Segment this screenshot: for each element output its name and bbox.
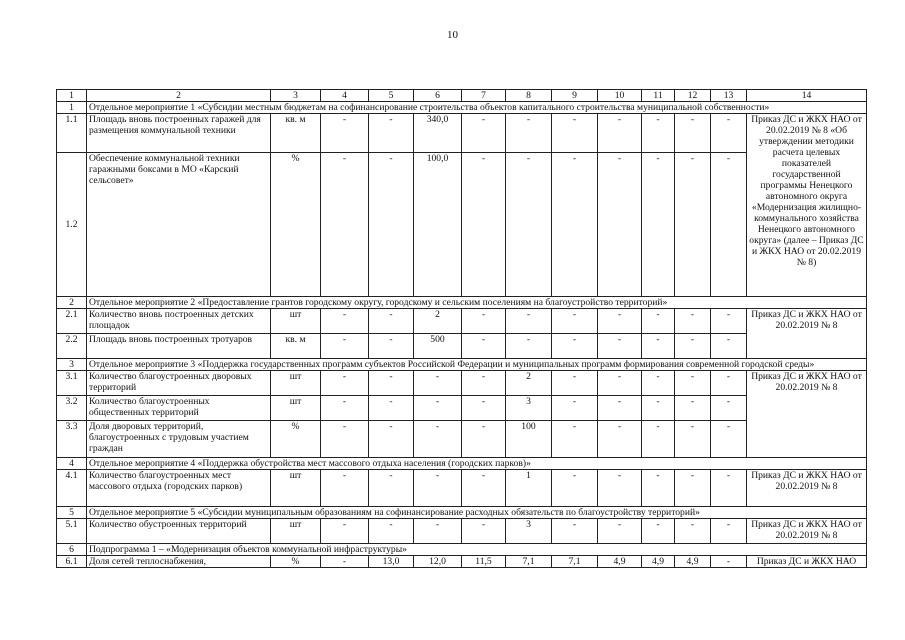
value-cell: - — [711, 309, 747, 334]
value-cell: - — [414, 470, 462, 507]
value-cell: - — [642, 371, 675, 396]
value-cell: - — [642, 396, 675, 421]
value-cell: - — [642, 309, 675, 334]
section-number: 2 — [57, 297, 87, 309]
row-number: 3.2 — [57, 396, 87, 421]
value-cell: - — [321, 371, 369, 396]
value-cell: 4,9 — [675, 556, 711, 568]
value-cell: - — [462, 519, 506, 544]
unit-cell: % — [271, 421, 321, 458]
value-cell: - — [321, 556, 369, 568]
value-cell: - — [369, 396, 414, 421]
value-cell: - — [598, 114, 642, 153]
value-cell: - — [598, 153, 642, 297]
section-number: 4 — [57, 458, 87, 470]
unit-cell: шт — [271, 519, 321, 544]
section-title: Подпрограмма 1 – «Модернизация объектов коммунальной инфраструктуры» — [87, 544, 867, 556]
section-row — [57, 102, 867, 114]
value-cell: - — [321, 153, 369, 297]
unit-cell: шт — [271, 470, 321, 507]
value-cell: 13,0 — [369, 556, 414, 568]
value-cell: - — [675, 309, 711, 334]
header-row — [57, 90, 867, 102]
value-cell: - — [552, 334, 598, 359]
indicator-name: Количество благоустроенных общественных территорий — [87, 396, 271, 421]
row-number: 5.1 — [57, 519, 87, 544]
table-row — [57, 153, 867, 297]
unit-cell: кв. м — [271, 334, 321, 359]
table-row — [57, 309, 867, 334]
value-cell: 1 — [506, 470, 552, 507]
section-number: 3 — [57, 359, 87, 371]
value-cell: - — [462, 153, 506, 297]
header-cell: 13 — [711, 90, 747, 102]
value-cell: - — [321, 519, 369, 544]
value-cell: 3 — [506, 519, 552, 544]
value-cell: - — [414, 421, 462, 458]
table-row — [57, 421, 867, 458]
indicators-table — [56, 89, 867, 568]
section-title: Отдельное мероприятие 5 «Субсидии муниципальным образованиям на софинансирование расходных обязательств по благоустройству территорий» — [87, 507, 867, 519]
page-number: 10 — [447, 29, 458, 41]
value-cell: - — [675, 153, 711, 297]
indicator-name: Количество благоустроенных мест массового отдыха (городских парков) — [87, 470, 271, 507]
value-cell: - — [711, 396, 747, 421]
value-cell: - — [675, 396, 711, 421]
section-row — [57, 297, 867, 309]
source-cell: Приказ ДС и ЖКХ НАО от 20.02.2019 № 8 — [747, 309, 867, 359]
unit-cell: шт — [271, 309, 321, 334]
value-cell: 340,0 — [414, 114, 462, 153]
value-cell: - — [675, 470, 711, 507]
value-cell: - — [711, 421, 747, 458]
value-cell: - — [369, 371, 414, 396]
indicator-name: Количество благоустроенных дворовых территорий — [87, 371, 271, 396]
value-cell: - — [598, 470, 642, 507]
value-cell: 7,1 — [552, 556, 598, 568]
unit-cell: шт — [271, 396, 321, 421]
source-cell: Приказ ДС и ЖКХ НАО от 20.02.2019 № 8 — [747, 519, 867, 544]
value-cell: 100,0 — [414, 153, 462, 297]
header-cell: 12 — [675, 90, 711, 102]
header-cell: 3 — [271, 90, 321, 102]
header-cell: 7 — [462, 90, 506, 102]
unit-cell: шт — [271, 371, 321, 396]
header-cell: 6 — [414, 90, 462, 102]
row-number: 3.3 — [57, 421, 87, 458]
section-title: Отдельное мероприятие 2 «Предоставление грантов городскому округу, городскому и сельским поселениям на благоустройство территорий» — [87, 297, 867, 309]
value-cell: - — [552, 519, 598, 544]
unit-cell: кв. м — [271, 114, 321, 153]
value-cell: - — [506, 153, 552, 297]
value-cell: - — [321, 114, 369, 153]
unit-cell: % — [271, 153, 321, 297]
header-cell: 8 — [506, 90, 552, 102]
value-cell: - — [598, 396, 642, 421]
value-cell: - — [642, 519, 675, 544]
value-cell: - — [462, 396, 506, 421]
section-number: 5 — [57, 507, 87, 519]
value-cell: - — [414, 396, 462, 421]
source-cell: Приказ ДС и ЖКХ НАО от 20.02.2019 № 8 «Об утверждении методики расчета целевых показателей государственной программы Ненецкого автономного округа «Модернизация жилищно-коммунального хозяйства Ненецкого автономного округа» (далее – Приказ ДС и ЖКХ НАО от 20.02.2019 № 8) — [747, 114, 867, 297]
value-cell: - — [675, 519, 711, 544]
value-cell: - — [711, 519, 747, 544]
section-row — [57, 359, 867, 371]
value-cell: - — [642, 114, 675, 153]
value-cell: - — [552, 396, 598, 421]
section-row — [57, 544, 867, 556]
value-cell: - — [321, 334, 369, 359]
row-number: 4.1 — [57, 470, 87, 507]
header-cell: 4 — [321, 90, 369, 102]
value-cell: - — [598, 519, 642, 544]
table-row — [57, 396, 867, 421]
value-cell: 11,5 — [462, 556, 506, 568]
indicator-name: Обеспечение коммунальной техники гаражными боксами в МО «Карский сельсовет» — [87, 153, 271, 297]
value-cell: - — [462, 334, 506, 359]
value-cell: - — [462, 309, 506, 334]
row-number: 1.2 — [57, 153, 87, 297]
unit-cell: % — [271, 556, 321, 568]
value-cell: - — [414, 371, 462, 396]
row-number: 1.1 — [57, 114, 87, 153]
value-cell: - — [552, 153, 598, 297]
value-cell: - — [462, 114, 506, 153]
section-row — [57, 507, 867, 519]
section-row — [57, 458, 867, 470]
source-cell: Приказ ДС и ЖКХ НАО от 20.02.2019 № 8 — [747, 371, 867, 458]
indicator-name: Площадь вновь построенных тротуаров — [87, 334, 271, 359]
section-number: 6 — [57, 544, 87, 556]
indicator-name: Количество вновь построенных детских площадок — [87, 309, 271, 334]
value-cell: - — [321, 470, 369, 507]
header-cell: 5 — [369, 90, 414, 102]
value-cell: 2 — [414, 309, 462, 334]
row-number: 2.1 — [57, 309, 87, 334]
value-cell: - — [552, 371, 598, 396]
value-cell: - — [642, 153, 675, 297]
value-cell: - — [321, 396, 369, 421]
value-cell: - — [552, 470, 598, 507]
value-cell: - — [711, 556, 747, 568]
row-number: 3.1 — [57, 371, 87, 396]
value-cell: 7,1 — [506, 556, 552, 568]
table-row — [57, 334, 867, 359]
value-cell: 12,0 — [414, 556, 462, 568]
indicator-name: Количество обустроенных территорий — [87, 519, 271, 544]
value-cell: - — [711, 470, 747, 507]
value-cell: - — [369, 470, 414, 507]
header-cell: 14 — [747, 90, 867, 102]
value-cell: - — [506, 334, 552, 359]
value-cell: - — [711, 334, 747, 359]
indicator-name: Площадь вновь построенных гаражей для размещения коммунальной техники — [87, 114, 271, 153]
value-cell: - — [369, 153, 414, 297]
value-cell: - — [711, 371, 747, 396]
value-cell: - — [642, 470, 675, 507]
section-number: 1 — [57, 102, 87, 114]
value-cell: - — [598, 309, 642, 334]
value-cell: - — [369, 519, 414, 544]
header-cell: 10 — [598, 90, 642, 102]
value-cell: - — [642, 421, 675, 458]
value-cell: - — [711, 153, 747, 297]
table-row — [57, 371, 867, 396]
source-cell: Приказ ДС и ЖКХ НАО от 20.02.2019 № 8 — [747, 470, 867, 507]
row-number: 2.2 — [57, 334, 87, 359]
value-cell: - — [598, 421, 642, 458]
header-cell: 11 — [642, 90, 675, 102]
table-row — [57, 556, 867, 568]
value-cell: 4,9 — [642, 556, 675, 568]
value-cell: - — [711, 114, 747, 153]
header-cell: 1 — [57, 90, 87, 102]
value-cell: - — [552, 114, 598, 153]
value-cell: - — [506, 309, 552, 334]
value-cell: 2 — [506, 371, 552, 396]
value-cell: 100 — [506, 421, 552, 458]
indicator-name: Доля дворовых территорий, благоустроенных с трудовым участием граждан — [87, 421, 271, 458]
value-cell: - — [462, 371, 506, 396]
value-cell: - — [675, 334, 711, 359]
value-cell: - — [369, 421, 414, 458]
value-cell: - — [642, 334, 675, 359]
value-cell: - — [675, 114, 711, 153]
value-cell: - — [414, 519, 462, 544]
value-cell: - — [675, 421, 711, 458]
source-cell: Приказ ДС и ЖКХ НАО — [747, 556, 867, 568]
value-cell: 3 — [506, 396, 552, 421]
value-cell: - — [321, 421, 369, 458]
value-cell: - — [675, 371, 711, 396]
value-cell: 500 — [414, 334, 462, 359]
indicator-name: Доля сетей теплоснабжения, — [87, 556, 271, 568]
table-row — [57, 519, 867, 544]
section-title: Отдельное мероприятие 1 «Субсидии местным бюджетам на софинансирование строительства объектов капитального строительства муниципальной собственности» — [87, 102, 867, 114]
value-cell: - — [552, 309, 598, 334]
value-cell: - — [369, 334, 414, 359]
header-cell: 2 — [87, 90, 271, 102]
section-title: Отдельное мероприятие 4 «Поддержка обустройства мест массового отдыха населения (городских парков)» — [87, 458, 867, 470]
value-cell: - — [321, 309, 369, 334]
row-number: 6.1 — [57, 556, 87, 568]
value-cell: - — [598, 334, 642, 359]
header-cell: 9 — [552, 90, 598, 102]
value-cell: - — [598, 371, 642, 396]
value-cell: - — [462, 421, 506, 458]
value-cell: - — [369, 114, 414, 153]
value-cell: - — [462, 470, 506, 507]
value-cell: 4,9 — [598, 556, 642, 568]
section-title: Отдельное мероприятие 3 «Поддержка государственных программ субъектов Российской Федерации и муниципальных программ формирования современной городской среды» — [87, 359, 867, 371]
table-row — [57, 114, 867, 153]
table-row — [57, 470, 867, 507]
value-cell: - — [369, 309, 414, 334]
value-cell: - — [552, 421, 598, 458]
value-cell: - — [506, 114, 552, 153]
